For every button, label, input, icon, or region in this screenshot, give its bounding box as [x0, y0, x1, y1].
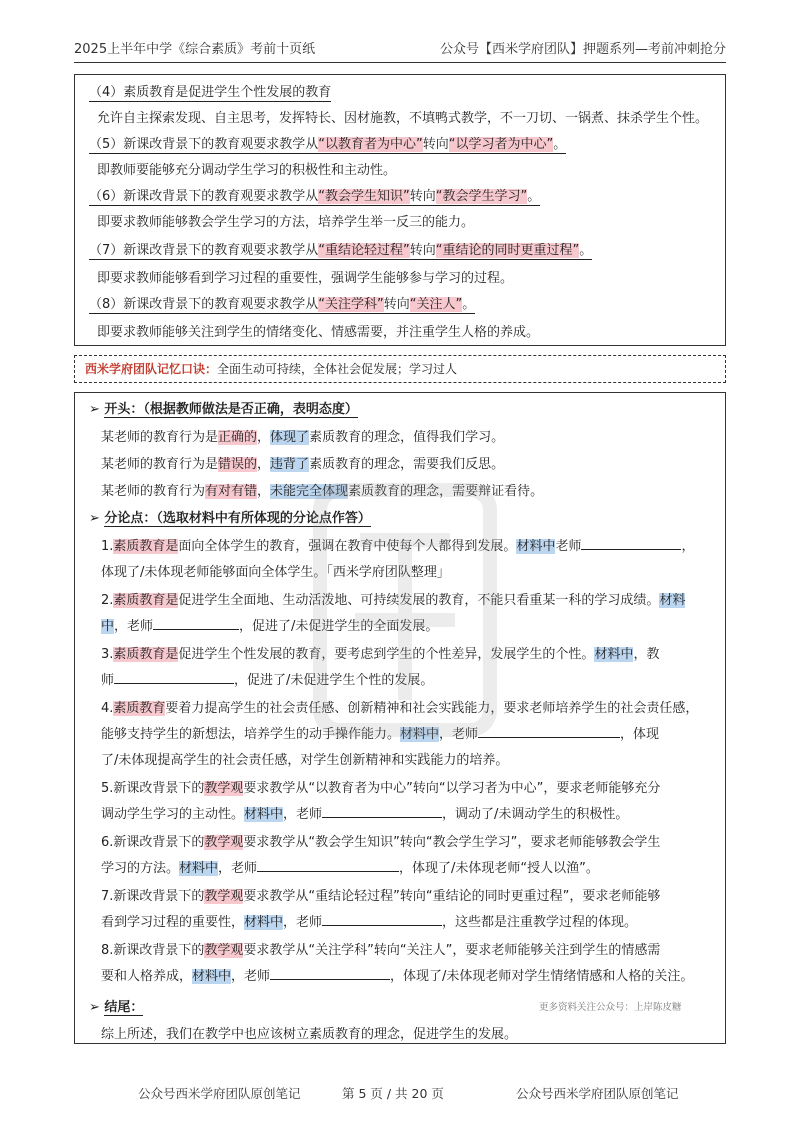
- concept-7-text: 即要求教师能够看到学习过程的重要性，强调学生能够参与学习的过程。: [97, 271, 514, 286]
- header-subtitle: 公众号【西米学府团队】押题系列—考前冲刺抢分: [439, 42, 726, 57]
- opening-line-1: 某老师的教育行为是正确的，体现了素质教育的理念，值得我们学习。: [101, 430, 505, 445]
- point-2-line-2: 中，老师 ，促进了/未促进学生的全面发展。: [101, 619, 439, 634]
- mnemonic-box: [74, 355, 726, 383]
- footer-right: 公众号西米学府团队原创笔记: [516, 1086, 679, 1101]
- page-number: 第 5 页 / 共 20 页: [342, 1086, 444, 1101]
- concept-8-text: 即要求教师能够关注到学生的情绪变化、情感需要，并注重学生人格的养成。: [97, 325, 540, 340]
- mnemonic-label: 西米学府团队记忆口诀：: [85, 362, 218, 376]
- point-4-line-1: 4.素质教育要着力提高学生的社会责任感、创新精神和社会实践能力，要求老师培养学生的社会责任感，: [101, 701, 699, 716]
- point-7-line-2: 看到学习过程的重要性，材料中，老师 ，这些都是注重教学过程的体现。: [101, 915, 638, 930]
- points-heading: ➢ 分论点：（选取材料中有所体现的分论点作答）: [89, 511, 371, 526]
- opening-line-2: 某老师的教育行为是错误的，违背了素质教育的理念，需要我们反思。: [101, 457, 505, 472]
- header-divider: [74, 62, 726, 63]
- concept-7-heading: （7）新课改背景下的教育观要求教学从“重结论轻过程”转向“重结论的同时更重过程”。: [89, 243, 593, 258]
- point-6-line-2: 学习的方法。材料中，老师 ，体现了/未体现老师“授人以渔”。: [101, 861, 599, 876]
- header-title: 2025上半年中学《综合素质》考前十页纸: [74, 42, 316, 57]
- point-1-line-2: 体现了/未体现老师能够面向全体学生。「西米学府团队整理」: [101, 565, 450, 580]
- concept-8-heading: （8）新课改背景下的教育观要求教学从“关注学科”转向“关注人”。: [89, 297, 476, 312]
- point-7-line-1: 7.新课改背景下的教学观要求教学从“重结论轻过程”转向“重结论的同时更重过程”，要求老师能够: [101, 889, 661, 904]
- point-4-line-2: 能够支持学生的新想法，培养学生的动手操作能力。材料中，老师 ，体现: [101, 727, 660, 742]
- page-header: [74, 38, 726, 60]
- ending-text: 综上所述，我们在教学中也应该树立素质教育的理念，促进学生的发展。: [101, 1027, 518, 1042]
- point-8-line-1: 8.新课改背景下的教学观要求教学从“关注学科”转向“关注人”，要求老师能够关注到学生的情感需: [101, 943, 661, 958]
- page-footer: [0, 1084, 800, 1104]
- point-3-line-2: 师 ，促进了/未促进学生个性的发展。: [101, 673, 434, 688]
- point-1-line-1: 1.素质教育是面向全体学生的教育，强调在教育中使每个人都得到发展。材料中老师 ，: [101, 539, 695, 554]
- ending-heading: ➢ 结尾：: [89, 1000, 144, 1015]
- concept-6-text: 即要求教师能够教会学生学习的方法，培养学生举一反三的能力。: [97, 215, 475, 230]
- opening-line-3: 某老师的教育行为有对有错，未能完全体现素质教育的理念，需要辩证看待。: [101, 484, 544, 499]
- answer-template-box: [74, 392, 726, 1044]
- resource-tip: 更多资料关注公众号：上岸陈皮糖: [539, 1002, 682, 1013]
- footer-left: 公众号西米学府团队原创笔记: [138, 1086, 301, 1101]
- concept-4-heading: （4）素质教育是促进学生个性发展的教育: [89, 85, 332, 100]
- concept-5-text: 即教师要能够充分调动学生学习的积极性和主动性。: [97, 163, 397, 178]
- point-2-line-1: 2.素质教育是促进学生全面地、生动活泼地、可持续发展的教育，不能只看重某一科的学习成绩。材料: [101, 593, 686, 608]
- point-8-line-2: 要和人格养成，材料中，老师 ，体现了/未体现老师对学生情绪情感和人格的关注。: [101, 969, 694, 984]
- concept-5-heading: （5）新课改背景下的教育观要求教学从“以教育者为中心”转向“以学习者为中心”。: [89, 137, 567, 152]
- concept-6-heading: （6）新课改背景下的教育观要求教学从“教会学生知识”转向“教会学生学习”。: [89, 189, 541, 204]
- education-concepts-box: [74, 74, 726, 346]
- concept-4-text: 允许自主探索发现、自主思考，发挥特长、因材施教，不填鸭式教学，不一刀切、一锅煮、抹杀学生个性。: [97, 111, 709, 126]
- point-6-line-1: 6.新课改背景下的教学观要求教学从“教会学生知识”转向“教会学生学习”，要求老师能够教会学生: [101, 835, 661, 850]
- opening-heading: ➢ 开头：（根据教师做法是否正确，表明态度）: [89, 402, 358, 417]
- point-5-line-1: 5.新课改背景下的教学观要求教学从“以教育者为中心”转向“以学习者为中心”，要求老师能够充分: [101, 781, 661, 796]
- point-3-line-1: 3.素质教育是促进学生个性发展的教育，要考虑到学生的个性差异，发展学生的个性。材料中，教: [101, 647, 660, 662]
- point-5-line-2: 调动学生学习的主动性。材料中，老师 ，调动了/未调动学生的积极性。: [101, 807, 629, 822]
- mnemonic-text: 全面生动可持续，全体社会促发展；学习过人: [217, 362, 458, 376]
- point-4-line-3: 了/未体现提高学生的社会责任感，对学生创新精神和实践能力的培养。: [101, 753, 509, 768]
